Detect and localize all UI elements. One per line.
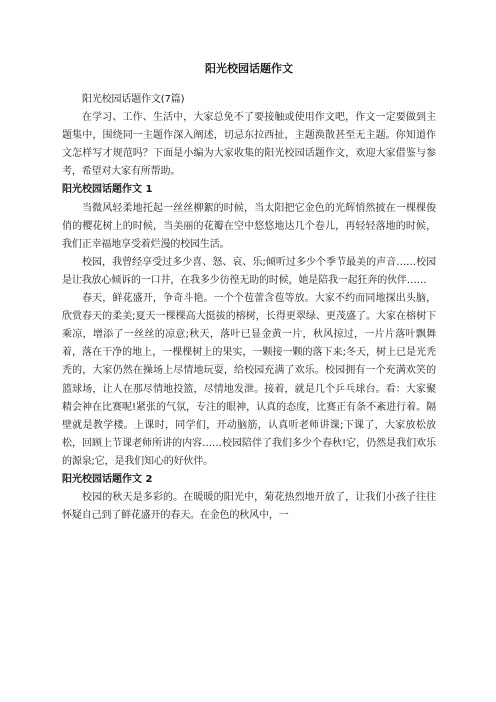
essay-section-1 (62, 181, 436, 471)
intro-paragraph: 在学习、工作、生活中，大家总免不了要接触或使用作文吧，作文一定要做到主题集中，围绕同一主题作深入阐述，切忌东拉西扯，主题涣散甚至无主题。你知道作文怎样写才规范吗？下面是小编为大家收集的阳光校园话题作文，欢迎大家借鉴与参考，希望对大家有所帮助。 (62, 112, 436, 178)
document-subtitle: 阳光校园话题作文(7篇) (82, 94, 185, 105)
section-heading: 阳光校园话题作文 1 (62, 184, 153, 196)
essay-section-2 (62, 471, 436, 525)
document-title: 阳光校园话题作文 (205, 62, 293, 75)
body-paragraph: 校园，我曾经享受过多少喜、怒、哀、乐;倾听过多少个季节最美的声音……校园是让我放心倾诉的一口井，在我多少彷徨无助的时候，她是陪我一起狂奔的伙伴…… (62, 256, 436, 286)
body-paragraph: 校园的秋天是多彩的。在暖暖的阳光中，菊花热烈地开放了，让我们小孩子往往怀疑自己到了鲜花盛开的春天。在金色的秋风中，一 (62, 492, 436, 522)
body-paragraph: 春天，鲜花盛开，争奇斗艳。一个个苞蕾含苞等放。大家不约而同地探出头脑，欣赏春天的柔美;夏天一棵棵高大挺拔的榕树，长得更翠绿、更茂盛了。大家在榕树下乘凉，增添了一丝丝的凉意;秋天，落叶已显金黄一片，秋风掠过，一片片落叶飘舞着，落在干净的地上，一棵棵树上的果实，一颗接一颗的落下来;冬天，树上已是光秃秃的，大家仍然在操场上尽情地玩耍，给校园充满了欢乐。校园拥有一个充满欢笑的篮球场，让人在那尽情地投篮，尽情地发泄。接着，就是几个乒乓球台。看：大家聚精会神在比赛呢!紧张的气氛，专注的眼神，认真的态度，比赛正有条不紊进行着。隔壁就是教学楼。上课时，同学们，开动脑筋，认真听老师讲课;下课了，大家放松放松，回顾上节课老师所讲的内容……校园陪伴了我们多少个春秋!它，仍然是我们欢乐的源泉;它，是我们知心的好伙伴。 (62, 293, 436, 467)
document-page (62, 0, 436, 525)
section-heading: 阳光校园话题作文 2 (62, 473, 153, 485)
body-paragraph: 当微风轻柔地托起一丝丝柳絮的时候，当太阳把它金色的光辉悄然披在一棵棵俊俏的樱花树上的时候，当美丽的花瓣在空中悠悠地达几个卷儿，再轻轻落地的时候，我们正幸福地享受着烂漫的校园生活。 (62, 202, 436, 250)
